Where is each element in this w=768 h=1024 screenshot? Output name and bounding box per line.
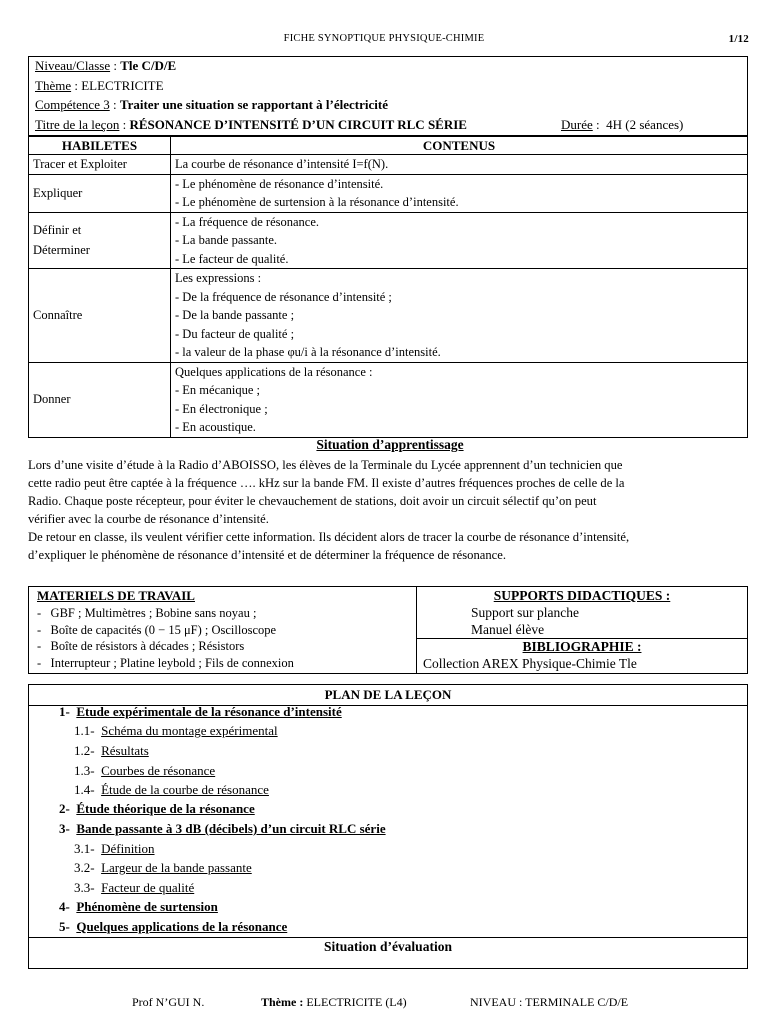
lesson-info-box xyxy=(28,56,748,136)
materiel-text: Boîte de capacités (0 − 15 μF) ; Oscilloscope xyxy=(50,622,277,637)
plan-text: Quelques applications de la résonance xyxy=(76,919,288,934)
contenu-line: - Le phénomène de surtension à la résonance d’intensité. xyxy=(175,195,459,209)
materiel-text: Interrupteur ; Platine leybold ; Fils de connexion xyxy=(50,655,294,670)
footer-theme-label: Thème : xyxy=(261,995,304,1009)
list-item: - Interrupteur ; Platine leybold ; Fils de connexion xyxy=(37,655,294,670)
support-item: Support sur planche xyxy=(471,605,579,620)
plan-box xyxy=(28,684,748,969)
theme-line: Thème : ELECTRICITE xyxy=(35,78,164,93)
table-row xyxy=(29,174,748,212)
materiels-supports-box xyxy=(28,586,748,674)
duree-value: 4H (2 séances) xyxy=(606,117,684,132)
titre-label: Titre de la leçon xyxy=(35,117,120,132)
situation-line: vérifier avec la courbe de résonance d’intensité. xyxy=(28,512,269,526)
habilete-text: Définir et Déterminer xyxy=(33,223,90,258)
habilete-cell: Connaître xyxy=(29,269,171,363)
bibliographie-title: BIBLIOGRAPHIE : xyxy=(522,639,642,654)
table-row xyxy=(29,269,748,363)
plan-num: 4- xyxy=(59,899,70,914)
contenu-line: La courbe de résonance d’intensité I=f(N). xyxy=(175,157,389,171)
plan-text: Définition xyxy=(101,841,155,856)
evaluation-title: Situation d’évaluation xyxy=(324,939,452,954)
contenu-line: - En mécanique ; xyxy=(175,383,261,397)
materiels-section xyxy=(29,587,417,673)
plan-item xyxy=(74,880,194,896)
habiletes-table xyxy=(28,136,748,438)
titre-value: RÉSONANCE D’INTENSITÉ D’UN CIRCUIT RLC SÉRIE xyxy=(129,117,467,132)
materiel-text: GBF ; Multimètres ; Bobine sans noyau ; xyxy=(50,606,257,620)
plan-num: 2- xyxy=(59,801,70,816)
niveau-line: Niveau/Classe : Tle C/D/E xyxy=(35,58,177,73)
competence-value: Traiter une situation se rapportant à l’électricité xyxy=(119,97,388,112)
plan-text: Largeur de la bande passante xyxy=(101,860,252,875)
contenu-line: - Le phénomène de résonance d’intensité. xyxy=(175,176,384,191)
plan-text: Étude théorique de la résonance xyxy=(76,801,255,816)
list-item: - Boîte de résistors à décades ; Résistors xyxy=(37,639,245,653)
plan-num: 3.3- xyxy=(74,880,95,895)
competence-label: Compétence 3 xyxy=(35,97,110,112)
contenu-cell xyxy=(171,212,748,269)
materiel-text: Boîte de résistors à décades ; Résistors xyxy=(50,639,245,653)
supports-title: SUPPORTS DIDACTIQUES : xyxy=(493,588,671,603)
list-item: - GBF ; Multimètres ; Bobine sans noyau ; xyxy=(37,606,257,620)
plan-num: 3.2- xyxy=(74,860,95,875)
situation-line: De retour en classe, ils veulent vérifier cette information. Ils décident alors de tracer la courbe de résonance d’intensité, xyxy=(28,530,630,544)
situation-line: d’expliquer le phénomène de résonance d’intensité et de déterminer la fréquence de résonance. xyxy=(28,548,506,562)
plan-item xyxy=(59,919,287,935)
habiletes-header: HABILETES xyxy=(29,137,171,155)
footer-niveau: NIVEAU : TERMINALE C/D/E xyxy=(470,995,629,1009)
habilete-cell: Tracer et Exploiter xyxy=(29,155,171,175)
plan-num: 3.1- xyxy=(74,841,95,856)
plan-num: 1.1- xyxy=(74,723,95,738)
plan-text: Phénomène de surtension xyxy=(76,899,218,914)
contenu-line: - Du facteur de qualité ; xyxy=(175,326,295,341)
plan-item xyxy=(59,821,386,837)
plan-text: Bande passante à 3 dB (décibels) d’un circuit RLC série xyxy=(76,821,386,836)
situation-line: Radio. Chaque poste récepteur, pour éviter le chevauchement de stations, doit avoir un circuit sélectif qu’on peut xyxy=(28,494,597,508)
habilete-cell: Donner xyxy=(29,362,171,437)
niveau-label: Niveau/Classe xyxy=(35,58,111,73)
contenu-line: - En électronique ; xyxy=(175,401,268,416)
duree-label: Durée xyxy=(561,117,593,132)
plan-item xyxy=(74,841,155,857)
plan-item xyxy=(59,704,342,720)
plan-text: Schéma du montage expérimental xyxy=(101,723,278,738)
titre-line: Titre de la leçon : RÉSONANCE D’INTENSITÉ D’UN CIRCUIT RLC SÉRIE xyxy=(35,117,467,132)
duree-line: Durée : 4H (2 séances) xyxy=(561,117,684,132)
table-row xyxy=(29,362,748,437)
competence-line: Compétence 3 : Traiter une situation se rapportant à l’électricité xyxy=(35,97,388,112)
footer-theme-value: ELECTRICITE (L4) xyxy=(306,995,407,1009)
niveau-value: Tle C/D/E xyxy=(120,58,177,73)
plan-item xyxy=(74,860,252,876)
theme-label: Thème xyxy=(35,78,72,93)
contenu-cell xyxy=(171,155,748,175)
plan-num: 1.2- xyxy=(74,743,95,758)
plan-item xyxy=(74,782,269,798)
contenu-line: - En acoustique. xyxy=(175,420,256,434)
table-row xyxy=(29,212,748,269)
theme-value: ELECTRICITE xyxy=(81,78,164,93)
plan-item xyxy=(74,723,278,739)
contenu-line: - De la bande passante ; xyxy=(175,308,295,322)
contenu-line: Quelques applications de la résonance : xyxy=(175,364,373,379)
plan-num: 1- xyxy=(59,704,70,719)
situation-title: Situation d’apprentissage xyxy=(316,437,464,452)
situation-paragraph xyxy=(28,456,758,564)
table-header-row xyxy=(29,137,748,155)
support-item: Manuel élève xyxy=(471,622,545,637)
habilete-cell xyxy=(29,212,171,269)
plan-num: 5- xyxy=(59,919,70,934)
plan-item xyxy=(74,743,149,759)
page-number: 1/12 xyxy=(728,33,749,45)
plan-item xyxy=(59,899,218,915)
plan-num: 3- xyxy=(59,821,70,836)
plan-text: Étude de la courbe de résonance xyxy=(101,782,269,797)
contenu-line: - La bande passante. xyxy=(175,233,278,247)
situation-line: cette radio peut être captée à la fréquence …. kHz sur la bande FM. Il existe d’autres fréquences proches de celle de la xyxy=(28,476,625,490)
contenu-line: - De la fréquence de résonance d’intensité ; xyxy=(175,289,392,304)
plan-text: Facteur de qualité xyxy=(101,880,195,895)
plan-num: 1.3- xyxy=(74,763,95,778)
habilete-cell: Expliquer xyxy=(29,174,171,212)
page-header-title: FICHE SYNOPTIQUE PHYSIQUE-CHIMIE xyxy=(283,33,485,44)
footer-theme xyxy=(261,995,407,1010)
contenu-cell xyxy=(171,362,748,437)
plan-text: Etude expérimentale de la résonance d’intensité xyxy=(76,704,342,719)
plan-title: PLAN DE LA LEÇON xyxy=(29,685,747,706)
contenu-line: - La fréquence de résonance. xyxy=(175,214,320,229)
contenus-header: CONTENUS xyxy=(171,137,748,155)
supports-section xyxy=(417,587,747,673)
plan-item xyxy=(59,801,255,817)
contenu-cell xyxy=(171,269,748,363)
situation-line: Lors d’une visite d’étude à la Radio d’ABOISSO, les élèves de la Terminale du Lycée apprennent d’un technicien que xyxy=(28,458,623,472)
list-item: - Boîte de capacités (0 − 15 μF) ; Oscilloscope xyxy=(37,622,277,637)
materiels-title: MATERIELS DE TRAVAIL xyxy=(37,588,195,603)
plan-text: Résultats xyxy=(101,743,149,758)
plan-item xyxy=(74,763,215,779)
table-row xyxy=(29,155,748,175)
materiels-list xyxy=(37,605,294,671)
contenu-line: Les expressions : xyxy=(175,271,262,285)
contenu-line: - la valeur de la phase φu/i à la résonance d’intensité. xyxy=(175,345,441,359)
plan-num: 1.4- xyxy=(74,782,95,797)
contenu-line: - Le facteur de qualité. xyxy=(175,251,289,266)
bibliographie-item: Collection AREX Physique-Chimie Tle xyxy=(423,656,637,671)
footer-author: Prof N’GUI N. xyxy=(132,995,205,1009)
plan-text: Courbes de résonance xyxy=(101,763,216,778)
contenu-cell xyxy=(171,174,748,212)
